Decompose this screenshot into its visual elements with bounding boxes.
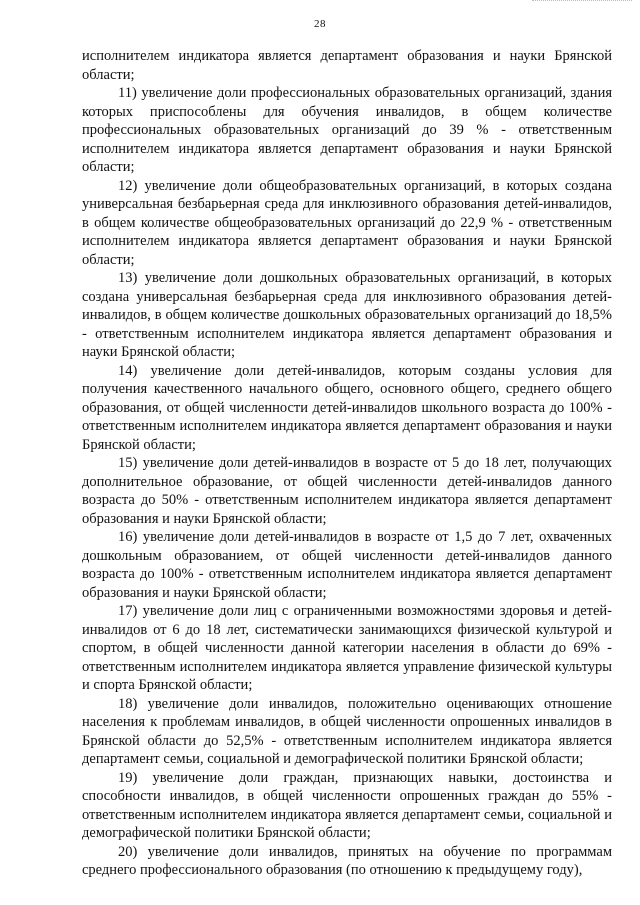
paragraph-item-12: 12) увеличение доли общеобразовательных организаций, в которых создана универсальная безбарьерная среда для инклюзивного образования детей-инвалидов, в общем количестве общеобразовательных организаций до 22,9 % - ответственным исполнителем индикатора является департамент образования и науки Брянской области; (82, 177, 612, 268)
scan-artifact (532, 0, 632, 3)
paragraph-item-14: 14) увеличение доли детей-инвалидов, которым созданы условия для получения качественного начального общего, основного общего, среднего общего образования, от общей численности детей-инвалидов школьного возраста до 100% - ответственным исполнителем индикатора является департамент образования и науки Брянской области; (82, 362, 612, 453)
document-body (82, 47, 612, 880)
paragraph-item-19: 19) увеличение доли граждан, признающих навыки, достоинства и способности инвалидов, в общей численности опрошенных граждан до 55% - ответственным исполнителем индикатора является департамент семьи, социальной и демографической политики Брянской области; (82, 769, 612, 841)
paragraph-item-18: 18) увеличение доли инвалидов, положительно оценивающих отношение населения к проблемам инвалидов, в общей численности опрошенных инвалидов в Брянской области до 52,5% - ответственным исполнителем индикатора является департамент семьи, социальной и демографической политики Брянской области; (82, 695, 612, 767)
paragraph-item-11: 11) увеличение доли профессиональных образовательных организаций, здания которых приспособлены для обучения инвалидов, в общем количестве профессиональных образовательных организаций до 39 % - ответственным исполнителем индикатора является департамент образования и науки Брянской области; (82, 85, 612, 175)
paragraph-item-16: 16) увеличение доли детей-инвалидов в возрасте от 1,5 до 7 лет, охваченных дошкольным образованием, от общей численности детей-инвалидов данного возраста до 100% - ответственным исполнителем индикатора является департамент образования и науки Брянской области; (82, 529, 612, 601)
page-number: 28 (314, 18, 326, 30)
paragraph-item-15: 15) увеличение доли детей-инвалидов в возрасте от 5 до 18 лет, получающих дополнительное образование, от общей численности детей-инвалидов данного возраста до 50% - ответственным исполнителем индикатора является департамент образования и науки Брянской области; (82, 455, 612, 527)
paragraph-item-20: 20) увеличение доли инвалидов, принятых на обучение по программам среднего профессионального образования (по отношению к предыдущему году), (82, 843, 612, 878)
paragraph-item-13: 13) увеличение доли дошкольных образовательных организаций, в которых создана универсальная безбарьерная среда для инклюзивного образования детей-инвалидов, в общем количестве дошкольных образовательных организаций до 18,5% - ответственным исполнителем индикатора является департамент образования и науки Брянской области; (82, 270, 612, 360)
paragraph-continuation: исполнителем индикатора является департамент образования и науки Брянской области; (82, 48, 612, 83)
paragraph-item-17: 17) увеличение доли лиц с ограниченными возможностями здоровья и детей-инвалидов от 6 до 18 лет, систематически занимающихся физической культурой и спортом, в общей численности данной категории населения в области до 69% - ответственным исполнителем индикатора является управление физической культуры и спорта Брянской области; (82, 603, 612, 693)
